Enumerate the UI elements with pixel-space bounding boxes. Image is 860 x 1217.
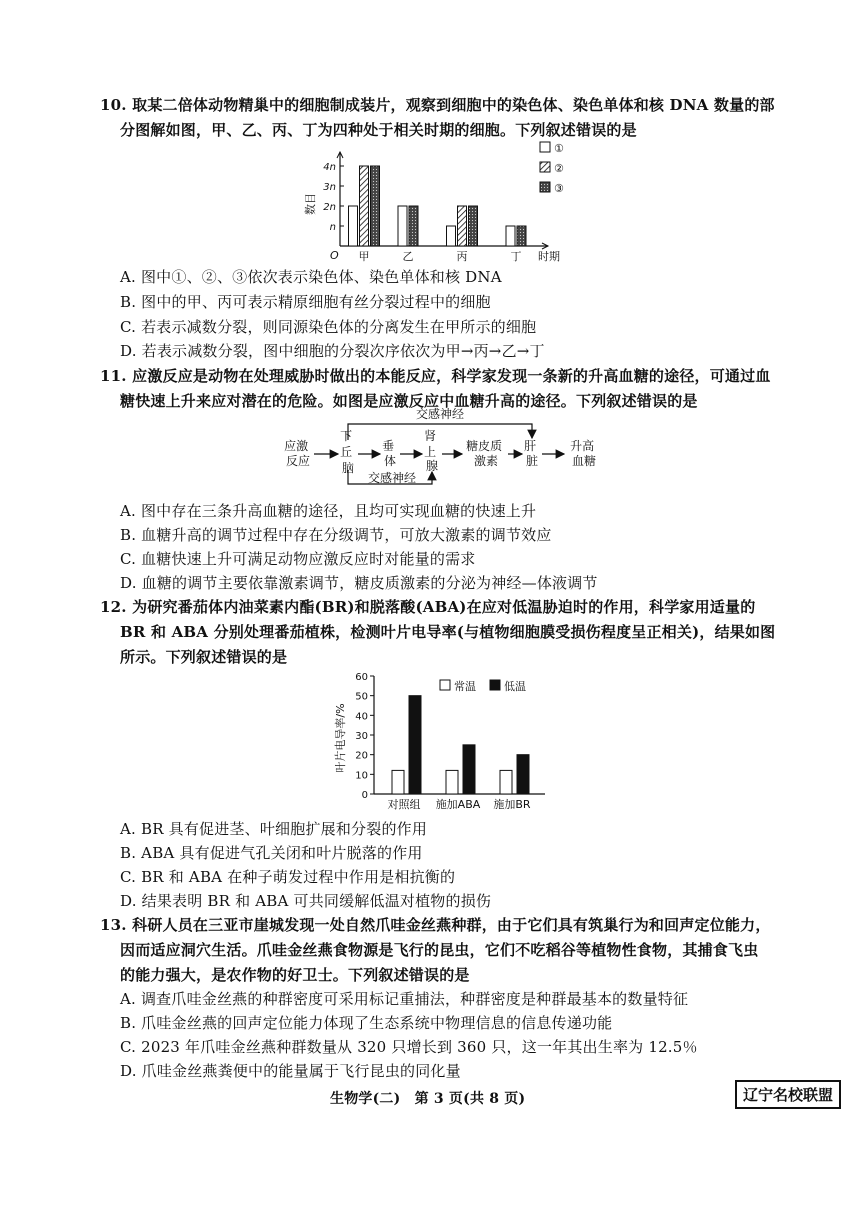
bar-③: [469, 206, 478, 246]
q13-option-a: A. 调查爪哇金丝燕的种群密度可采用标记重捕法，种群密度是种群最基本的数量特征: [120, 990, 689, 1008]
q12-stem-line2: BR 和 ABA 分别处理番茄植株，检测叶片电导率(与植物细胞膜受损伤程度呈正相关)，结果如图: [120, 623, 776, 641]
x-tick-label: 对照组: [387, 798, 421, 811]
legend-label: ③: [554, 182, 564, 195]
y-tick-label: 60: [355, 672, 368, 683]
y-axis-title: 数目: [304, 193, 317, 215]
q12-option-a: A. BR 具有促进茎、叶细胞扩展和分裂的作用: [120, 820, 428, 838]
liver-node: 肝 脏: [524, 439, 539, 468]
legend-swatch: [540, 142, 550, 152]
q12-option-d: D. 结果表明 BR 和 ABA 可共同缓解低温对植物的损伤: [120, 892, 492, 910]
page-footer: 生物学(二) 第 3 页(共 8 页): [330, 1091, 526, 1107]
legend-label: 低温: [504, 680, 526, 693]
q13-stem-line2: 因而适应洞穴生活。爪哇金丝燕食物源是飞行的昆虫，它们不吃稻谷等植物性食物，其捕食飞虫: [120, 941, 759, 959]
y-tick-label: 3n: [323, 182, 336, 193]
q10-option-a: A. 图中①、②、③依次表示染色体、染色单体和核 DNA: [120, 268, 502, 286]
bar-③: [409, 206, 418, 246]
y-tick-label: 40: [355, 711, 368, 723]
q11-option-b: B. 血糖升高的调节过程中存在分级调节，可放大激素的调节效应: [120, 526, 552, 544]
raise-glucose-node: 升高 血糖: [570, 439, 597, 468]
y-tick-label: 4n: [323, 162, 336, 173]
y-tick-label: 2n: [323, 202, 336, 213]
y-tick-label: 30: [355, 731, 368, 742]
q10-option-b: B. 图中的甲、丙可表示精原细胞有丝分裂过程中的细胞: [120, 293, 491, 311]
bar-①: [506, 226, 515, 246]
x-tick-label: 乙: [402, 250, 414, 263]
q10-stem-line2: 分图解如图，甲、乙、丙、丁为四种处于相关时期的细胞。下列叙述错误的是: [120, 121, 637, 139]
q11-option-d: D. 血糖的调节主要依靠激素调节，糖皮质激素的分泌为神经—体液调节: [120, 574, 598, 592]
q12-option-c: C. BR 和 ABA 在种子萌发过程中作用是相抗衡的: [120, 868, 456, 886]
bar-③: [517, 226, 526, 246]
q10-stem-line1: 10. 取某二倍体动物精巢中的细胞制成装片，观察到细胞中的染色体、染色单体和核 DNA 数量的部: [100, 96, 775, 114]
q10-option-d: D. 若表示减数分裂，图中细胞的分裂次序依次为甲→丙→乙→丁: [120, 342, 545, 360]
top-nerve-path: [348, 424, 532, 440]
glucocorticoid-node: 糖皮质 激素: [466, 439, 503, 468]
q12-conductivity-chart: [330, 668, 550, 818]
league-stamp: 辽宁名校联盟: [735, 1080, 841, 1109]
bottom-nerve-label: 交感神经: [367, 471, 417, 485]
bar-①: [349, 206, 358, 246]
q10-option-c: C. 若表示减数分裂，则同源染色体的分离发生在甲所示的细胞: [120, 318, 537, 336]
y-axis-title: 叶片电导率/%: [334, 703, 347, 773]
legend-swatch: [490, 680, 500, 690]
bar-①: [398, 206, 407, 246]
top-nerve-label: 交感神经: [415, 407, 465, 421]
q10-chromosome-chart: [300, 138, 580, 263]
legend-swatch: [540, 182, 550, 192]
q12-option-b: B. ABA 具有促进气孔关闭和叶片脱落的作用: [120, 844, 423, 862]
q11-pathway-diagram: [280, 404, 610, 494]
x-tick-label: 施加BR: [493, 798, 531, 811]
q11-stem-line1: 11. 应激反应是动物在处理威胁时做出的本能反应，科学家发现一条新的升高血糖的途径，可通过血: [100, 367, 771, 385]
bar-②: [360, 166, 369, 246]
bar-低温: [409, 696, 421, 794]
y-tick-label: 50: [355, 691, 368, 703]
pituitary-node: 垂 体: [382, 439, 397, 468]
y-tick-label: 20: [355, 750, 368, 762]
q11-option-c: C. 血糖快速上升可满足动物应激反应时对能量的需求: [120, 550, 476, 568]
bar-低温: [463, 745, 475, 794]
legend-swatch: [540, 162, 550, 172]
bar-常温: [446, 770, 458, 794]
q13-option-b: B. 爪哇金丝燕的回声定位能力体现了生态系统中物理信息的信息传递功能: [120, 1014, 613, 1032]
hypothalamus-node: 下 丘 脑: [340, 429, 355, 475]
q13-stem-line3: 的能力强大，是农作物的好卫士。下列叙述错误的是: [120, 966, 470, 984]
bar-常温: [392, 770, 404, 794]
q13-stem-line1: 13. 科研人员在三亚市崖城发现一处自然爪哇金丝燕种群，由于它们具有筑巢行为和回声定位能力，: [100, 916, 771, 934]
legend-label: 常温: [454, 680, 476, 693]
bar-③: [371, 166, 380, 246]
legend-swatch: [440, 680, 450, 690]
x-axis-title: 时期: [538, 250, 560, 263]
q12-stem-line1: 12. 为研究番茄体内油菜素内酯(BR)和脱落酸(ABA)在应对低温胁迫时的作用，科学家用适量的: [100, 598, 756, 616]
bar-低温: [517, 755, 529, 794]
bar-①: [447, 226, 456, 246]
origin-label: O: [330, 249, 339, 262]
y-tick-label: n: [329, 222, 336, 233]
x-tick-label: 施加ABA: [435, 798, 481, 811]
q12-stem-line3: 所示。下列叙述错误的是: [120, 648, 288, 666]
legend-label: ②: [554, 162, 564, 175]
y-tick-label: 0: [361, 790, 368, 801]
legend-label: ①: [554, 142, 564, 155]
q13-option-c: C. 2023 年爪哇金丝燕种群数量从 320 只增长到 360 只，这一年其出生率为 12.5％: [120, 1038, 698, 1056]
q11-option-a: A. 图中存在三条升高血糖的途径，且均可实现血糖的快速上升: [120, 502, 537, 520]
y-tick-label: 10: [355, 770, 368, 782]
q13-option-d: D. 爪哇金丝燕粪便中的能量属于飞行昆虫的同化量: [120, 1062, 461, 1080]
stress-response-node: 应激 反应: [284, 439, 311, 468]
x-tick-label: 甲: [358, 250, 370, 263]
bar-常温: [500, 770, 512, 794]
x-tick-label: 丁: [510, 250, 522, 263]
adrenal-node: 肾 上 腺: [424, 429, 439, 473]
q11-stem-line2: 糖快速上升来应对潜在的危险。如图是应激反应中血糖升高的途径。下列叙述错误的是: [120, 392, 698, 410]
bar-②: [458, 206, 467, 246]
x-tick-label: 丙: [456, 250, 468, 263]
